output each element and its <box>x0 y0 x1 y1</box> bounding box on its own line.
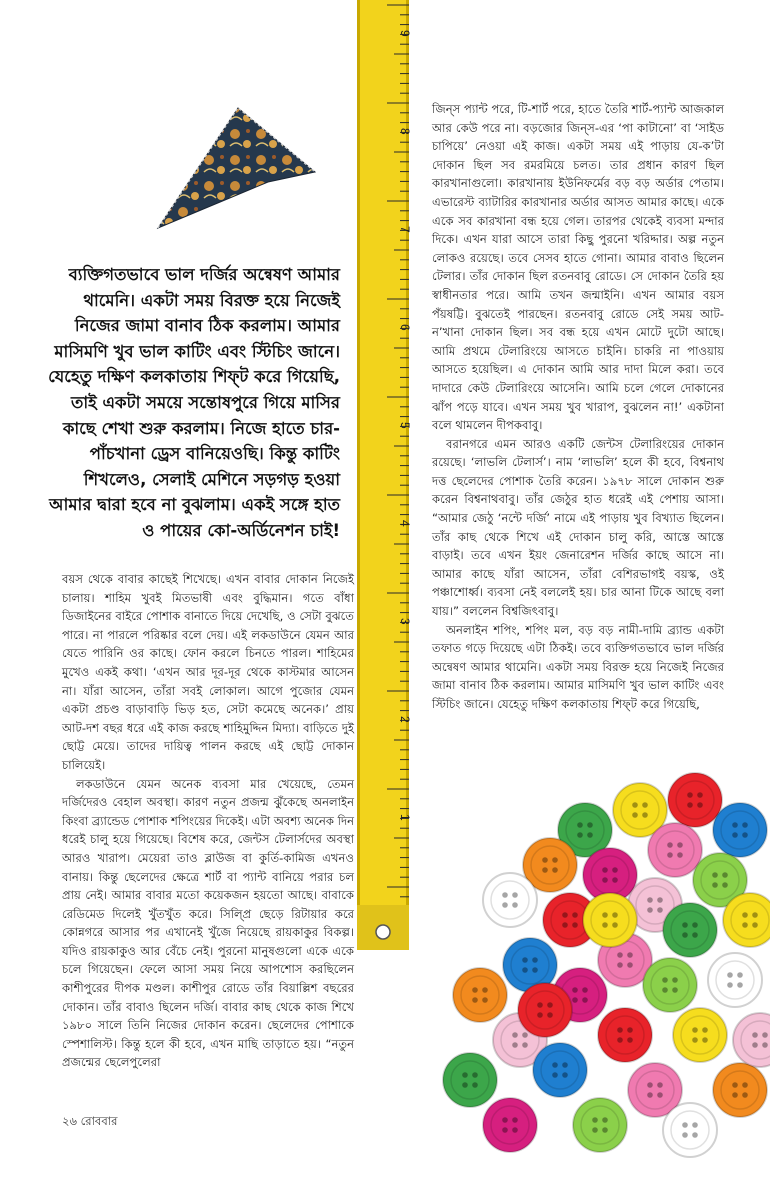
sewing-button-icon <box>518 983 572 1037</box>
colorful-buttons-image <box>450 770 770 1150</box>
sewing-button-icon <box>643 958 697 1012</box>
sewing-button-icon <box>573 1098 627 1152</box>
tape-number: 4 <box>398 520 412 527</box>
sewing-button-icon <box>663 903 717 957</box>
sewing-button-icon <box>483 1098 537 1152</box>
sewing-button-icon <box>583 893 637 947</box>
sewing-button-icon <box>713 803 767 857</box>
left-paragraph-1: বয়স থেকে বাবার কাছেই শিখেছে। এখন বাবার দোকান নিজেই চালায়। শাহিম খুবই মিতভাষী এবং বুদ্ধিমান। গতে বাঁধা ডিজাইনের বাইরে পোশাক বানাতে দিয়ে দেখেছি, ও সেটা বুঝতে পারে। না পারলে পরিষ্কার বলে দেয়। এই লকডাউনে যেমন আর যেতে পারিনি ওর কাছে। ফোন করলে চিনতে পারল। শাহিমের মুখেও একই কথা। ‘এখন আর দূর-দূর থেকে কাস্টমার আসেন না। যাঁরা আসেন, তাঁরা সবই লোকাল। আগে পুজোর যেমন একটা প্রচণ্ড বাড়াবাড়ি ভিড় হত, সেটা কমেছে অনেক।’ প্রায় আট-দশ বছর ধরে এই কাজ করছে শাহিমুদ্দিন মিদ্যা। বাড়িতে দুই ছোট্ট মেয়ে। তাদের দায়িত্ব পালন করছে এই ছোট্ট দোকান চালিয়েই। <box>62 572 354 772</box>
sewing-button-icon <box>663 1103 717 1157</box>
right-paragraph-1: জিন্‌স প্যান্ট পরে, টি-শার্ট পরে, হাতে তৈরি শার্ট-প্যান্ট আজকাল আর কেউ পরে না। বড়জোর জিন্‌স-এর ‘পা কাটানো’ বা ‘সাইড চাপিয়ে’ নেওয়া এই কাজ। একটা সময় এই পাড়ায় যে-ক’টা দোকান ছিল সব রমরমিয়ে চলত। তার প্রধান কারণ ছিল কারখানাগুলো। কারখানায় ইউনিফর্মের বড় বড় অর্ডার পেতাম। এভারেস্ট ব্যাটারির কারখানার অর্ডার আসত আমার কাছে। একে একে সব কারখানা বন্ধ হয়ে গেল। তারপর থেকেই ব্যবসা মন্দার দিকে। এখন যারা আসে তারা কিছু পুরনো খরিদ্দার। অল্প নতুন লোকও রয়েছে। তবে সেসব হাতে গোনা। আমার বাবাও ছিলেন টেলার। তাঁর দোকান ছিল রতনবাবু রোডে। সে দোকান তৈরি হয় স্বাধীনতার পরে। আমি তখন জন্মাইনি। এখন আমার বয়স পঁয়ষট্টি। বুঝতেই পারছেন। রতনবাবু রোডে সেই সময় আট-ন’খানা দোকান ছিল। সব বন্ধ হয়ে এখন মোটে দুটো আছে। আমি প্রথমে টেলারিংয়ে আসতে চাইনি। চাকরি না পাওয়ায় আসতে হয়েছিল। এ দোকান আমি আর দাদা মিলে করা। তবে দাদারে কেউ টেলারিংয়ে আসেনি। আমি চলে গেলে দোকানের ঝাঁপ পড়ে যাবে। এখন সময় খুব খারাপ, বুঝলেন না!’ একটানা বলে থামলেন দীপকবাবু। <box>432 102 724 433</box>
tape-number: 2 <box>398 716 412 723</box>
tape-number: 9 <box>398 30 412 37</box>
sewing-button-icon <box>673 1008 727 1062</box>
tape-number: 5 <box>398 422 412 429</box>
fabric-swatch-image <box>150 100 325 240</box>
tape-number: 7 <box>398 226 412 233</box>
right-paragraph-2: বরানগরে এমন আরও একটি জেন্টস টেলারিংয়ের দোকান রয়েছে। ‘লাভলি টেলার্স’। নাম ‘লাভলি’ হলে কী হবে, বিশ্বনাথ দত্ত ছেলেদের পোশাক তৈরি করেন। ১৯৭৮ সালে দোকান শুরু করেন বিশ্বনাথবাবু। তাঁর জেঠুর হাত ধরেই এই পেশায় আসা। “আমার জেঠু ‘নন্টে দর্জি’ নামে এই পাড়ায় খুব বিখ্যাত ছিলেন। তাঁর কাছ থেকে শিখে এই দোকান চালু করি, আস্তে আস্তে বাড়াই। তবে এখন ইয়ং জেনারেশন দর্জির কাছে আসে না। আমার কাছে যাঁরা আসেন, তাঁরা বেশিরভাগই বয়স্ক, ওই পঞ্চাশোর্ধ্ব। ব্যবসা নেই বললেই হয়। চার আনা টিকে আছে বলা যায়।” বললেন বিশ্বজিৎবাবু। <box>432 436 724 619</box>
sewing-button-icon <box>533 1043 587 1097</box>
left-paragraph-2: লকডাউনে যেমন অনেক ব্যবসা মার খেয়েছে, তেমন দর্জিদেরও বেহাল অবস্থা। কারণ নতুন প্রজন্ম ঝুঁকেছে অনলাইন কিংবা ব্র্যান্ডেড পোশাক শপিংয়ের দিকেই। এটা অবশ্য অনেক দিন ধরেই চালু হয়ে গিয়েছে। বিশেষ করে, জেন্টস টেলার্সদের অবস্থা আরও খারাপ। মেয়েরা তাও ব্লাউজ বা কুর্তি-কামিজ এখনও বানায়। কিন্তু ছেলেদের ক্ষেত্রে শার্ট বা প্যান্ট বানিয়ে পরার চল প্রায় নেই। আমার বাবার মতো কয়েকজন হয়তো আছে। বাবাকে রেডিমেড দিলেই খুঁতখুঁত করে। সিল্প্রি ছেড়ে রিটায়ার করে কোন্নগরে আসার পর এখানেই খুঁজে নিয়েছে রায়কাকুর বিকল্প। যদিও রায়কাকুও আর বেঁচে নেই। পুরনো মানুষগুলো একে একে চলে গিয়েছেন। ফেলে আসা সময় নিয়ে আপশোস করছিলেন কাশীপুরের দীপক মণ্ডল। কাশীপুর রোডে তাঁর বিয়াল্লিশ বছরের দোকান। তাঁর বাবাও ছিলেন দর্জি। বাবার কাছ থেকে কাজ শিখে ১৯৮০ সালে তিনি নিজের দোকান করেন। ছেলেদের পোশাকে স্পেশালিস্ট। কিন্তু হলে কী হবে, এখন মাছি তাড়াতে হয়। “নতুন প্রজন্মের ছেলেপুলেরা <box>62 776 354 1070</box>
sewing-button-icon <box>598 1008 652 1062</box>
sewing-button-icon <box>708 953 762 1007</box>
sewing-button-icon <box>668 773 722 827</box>
tape-number: 3 <box>398 618 412 625</box>
sewing-button-icon <box>453 968 507 1022</box>
tape-hole-icon <box>376 925 390 939</box>
sewing-button-icon <box>483 873 537 927</box>
left-column <box>62 570 354 1072</box>
sewing-button-icon <box>713 1063 767 1117</box>
tape-number: 8 <box>398 128 412 135</box>
tape-number: 6 <box>398 324 412 331</box>
pull-quote: ব্যক্তিগতভাবে ভাল দর্জির অন্বেষণ আমার থামেনি। একটা সময় বিরক্ত হয়ে নিজেই নিজের জামা বানাব ঠিক করলাম। আমার মাসিমণি খুব ভাল কাটিং এবং স্টিচিং জানে। যেহেতু দক্ষিণ কলকাতায় শিফ্‌ট করে গিয়েছি, তাই একটা সময়ে সন্তোষপুরে গিয়ে মাসির কাছে শেখা শুরু করলাম। নিজে হাতে চার-পাঁচখানা ড্রেস বানিয়েওছি। কিন্তু কাটিং শিখলেও, সেলাই মেশিনে সড়গড় হওয়া আমার দ্বারা হবে না বুঝলাম। একই সঙ্গে হাত ও পায়ের কো-অর্ডিনেশন চাই! <box>48 265 340 540</box>
sewing-button-icon <box>648 823 702 877</box>
page-footer: ২৬ রোববার <box>62 1114 118 1128</box>
right-column <box>432 100 724 714</box>
tape-measure-image <box>357 0 412 950</box>
sewing-button-icon <box>733 1013 770 1067</box>
sewing-button-icon <box>723 893 770 947</box>
right-paragraph-3: অনলাইন শপিং, শপিং মল, বড় বড় নামী-দামি ব্র্যান্ড একটা তফাত গড়ে দিয়েছে এটা ঠিকই। তবে ব্যক্তিগতভাবে ভাল দর্জির অন্বেষণ আমার থামেনি। একটা সময় বিরক্ত হয়ে নিজেই নিজের জামা বানাব ঠিক করলাম। আমার মাসিমণি খুব ভাল কাটিং এবং স্টিচিং জানে। যেহেতু দক্ষিণ কলকাতায় শিফ্‌ট করে গিয়েছি, <box>432 622 724 711</box>
tape-number: 1 <box>398 814 412 821</box>
sewing-button-icon <box>443 1053 497 1107</box>
